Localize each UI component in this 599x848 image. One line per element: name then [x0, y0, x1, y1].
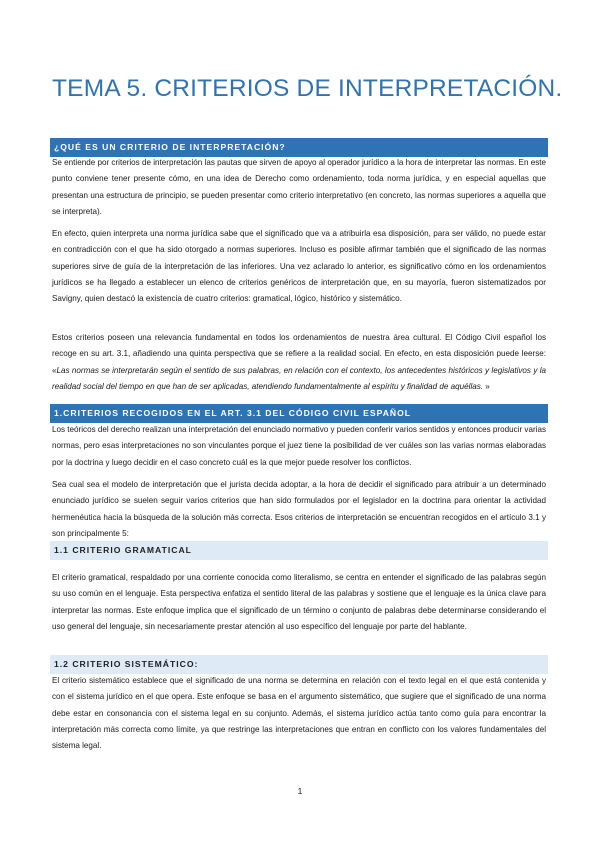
subsection-heading-sistematico: 1.2 CRITERIO SISTEMÁTICO:: [50, 655, 548, 674]
paragraph-definition: Se entiende por criterios de interpretación las pautas que sirven de apoyo al operador jurídico a la hora de interpretar las normas. En este punto conviene tener presente cómo, en una idea de Derecho como ordenamiento, toda norma jurídica, y en especial aquellas que presentan una estructura de principio, se pueden presentar como criterio interpretativo (en concreto, las normas superiores a aquella que se interpreta).: [52, 158, 547, 216]
paragraph-gramatical: El criterio gramatical, respaldado por una corriente conocida como literalismo, se centra en entender el significado de las palabras según su uso común en el lenguaje. Esta perspectiva enfatiza el sentido literal de las palabras y sostiene que el lenguaje es la única clave para interpretar las normas. Este enfoque implica que el significado de un término o conjunto de palabras debe determinarse considerando el uso general del lenguaje, sin necesariamente prestar atención al uso específico del lenguaje por parte del hablante.: [52, 573, 546, 631]
article-quote: Las normas se interpretarán según el sentido de sus palabras, en relación con el contexto, los antecedentes históricos y legislativos y la realidad social del tiempo en que han de ser aplicadas, atendiendo fundamentalmente al espíritu y finalidad de aquéllas.: [52, 365, 546, 391]
section-heading-criterios: 1.CRITERIOS RECOGIDOS EN EL ART. 3.1 DEL CÓDIGO CIVIL ESPAÑOL: [50, 404, 548, 423]
section-heading-intro: ¿QUÉ ES UN CRITERIO DE INTERPRETACIÓN?: [50, 138, 548, 157]
paragraph-modelo: Sea cual sea el modelo de interpretación que el jurista decida adoptar, a la hora de decidir el significado para atribuir a un determinado enunciado jurídico se suelen seguir varios criterios que han sido formulados por el legislador en la doctrina para orientar la actividad hermenéutica hacia la búsqueda de la solución más correcta. Esos criterios de interpretación se encuentran recogidos en el artículo 3.1 y son principalmente 5:: [52, 480, 546, 538]
paragraph-codigo-civil-lead: Estos criterios poseen una relevancia fundamental en todos los ordenamientos de nuestra área cultural. El Código Civil español los recoge en su art. 3.1, añadiendo una quinta perspectiva que se refiere a la realidad social. En efecto, en esta disposición puede leerse: «: [52, 333, 546, 375]
paragraph-savigny: En efecto, quien interpreta una norma jurídica sabe que el significado que va a atribuirla esa disposición, para ser válido, no puede estar en contradicción con el que ha sido otorgado a normas superiores. Incluso es posible afirmar también que el significado de las normas superiores sirve de guía de la interpretación de las inferiores. Una vez aclarado lo anterior, es significativo cómo en los ordenamientos jurídicos se ha llegado a establecer un elenco de criterios genéricos de interpretación que, en su mayoría, fueron sistematizados por Savigny, quien destacó la existencia de cuatro criterios: gramatical, lógico, histórico y sistemático.: [52, 229, 546, 304]
page-title: TEMA 5. CRITERIOS DE INTERPRETACIÓN.: [52, 75, 563, 102]
paragraph-teoricos: Los teóricos del derecho realizan una interpretación del enunciado normativo y pueden conferir varios sentidos y entonces producir varias normas, pero esas interpretaciones no son vinculantes porque el juez tiene la posibilidad de ver cuáles son las varias normas elaboradas por la doctrina y luego decidir en el caso concreto cuál es la que mejor puede resolver los conflictos.: [52, 425, 547, 467]
page-number: 1: [297, 786, 303, 796]
subsection-heading-gramatical: 1.1 CRITERIO GRAMATICAL: [50, 541, 548, 560]
paragraph-sistematico: El criterio sistemático establece que el significado de una norma se determina en relación con el texto legal en el que está contenida y con el sistema jurídico en el que opera. Este enfoque se basa en el argumento sistemático, que sugiere que el significado de una norma debe estar en consonancia con el sistema legal en su conjunto. Además, el sistema jurídico actúa tanto como guía para encontrar la interpretación más correcta como límite, ya que restringe las interpretaciones que entran en conflicto con los valores fundamentales del sistema legal.: [52, 676, 546, 751]
quote-close: »: [483, 381, 490, 391]
paragraph-codigo-civil: [52, 330, 546, 395]
